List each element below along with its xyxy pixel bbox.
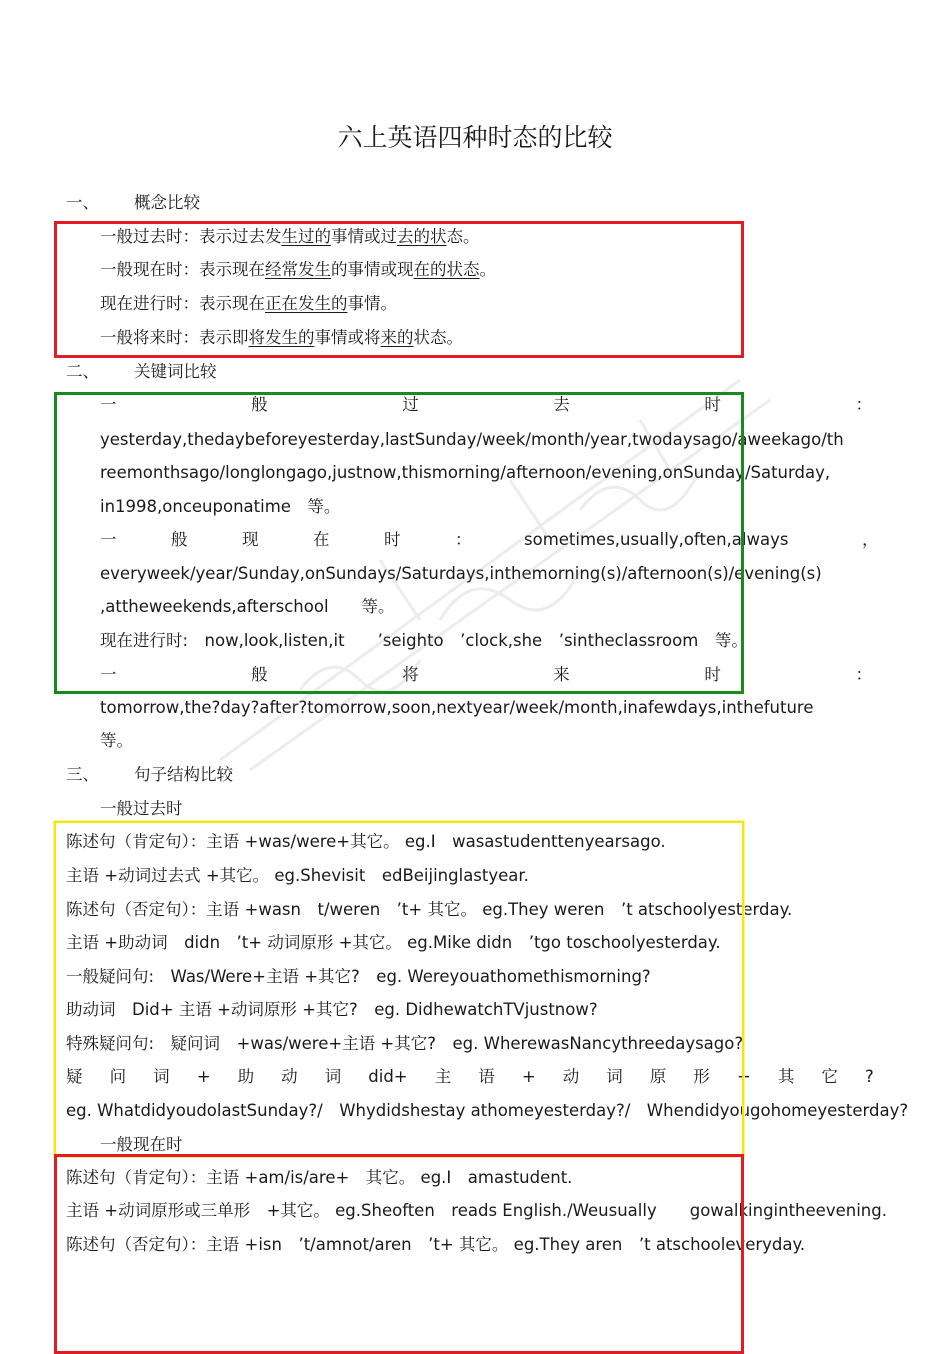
spread-char: 动 (281, 1067, 298, 1086)
spread-char: 形 (693, 1067, 710, 1086)
spread-char: 语 (478, 1067, 495, 1086)
concept-progressive-text: 表示现在 (199, 294, 265, 313)
keyword-past-line: yesterday,thedaybeforeyesterday,lastSunday/week/month/year,twodaysago/aweekago/th (100, 430, 844, 449)
spread-char: ： (855, 395, 872, 414)
spread-char: 词 (324, 1067, 342, 1086)
structure-past-line: 主语 +助动词 didn ’t+ 动词原形 +其它。 eg.Mike didn ’tgo toschoolyesterday. (66, 933, 721, 952)
concept-past-label: 一般过去时： (100, 227, 199, 246)
spread-char: 主 (434, 1067, 452, 1086)
spread-char: 般 (251, 665, 268, 684)
structure-past-line: 助动词 Did+ 主语 +动词原形 +其它? eg. DidhewatchTVjustnow? (66, 1000, 598, 1019)
spread-char: 动 (562, 1067, 580, 1086)
spread-char: 过 (402, 395, 419, 414)
spread-char: 时 (384, 530, 401, 549)
concept-present (100, 258, 496, 282)
spread-char: 一 (100, 530, 117, 549)
keyword-present-words: sometimes,usually,often,always (524, 530, 789, 549)
structure-past-example: eg. WhatdidyoudolastSunday?/ Whydidshestay athomeyesterday?/ Whendidyougohomeyesterday? (66, 1101, 909, 1120)
keyword-present-line: ,attheweekends,afterschool 等。 (100, 597, 395, 616)
spread-char: did+ (368, 1067, 408, 1086)
spread-char: 时 (704, 395, 721, 414)
spread-char: 其 (777, 1067, 795, 1086)
spread-char: 现 (242, 530, 259, 549)
section-2-number: 二、 (66, 362, 99, 381)
structure-past-special-question (66, 1065, 874, 1089)
spread-char: 来 (553, 665, 570, 684)
concept-progressive-underline: 正在发生的 (265, 294, 348, 313)
structure-present-line: 陈述句（肯定句）：主语 +am/is/are+ 其它。 eg.I amastudent. (66, 1168, 573, 1187)
concept-progressive-text: 事情。 (347, 294, 397, 313)
spread-char: ： (455, 530, 472, 549)
spread-char: + (736, 1067, 751, 1086)
spread-char: 助 (237, 1067, 255, 1086)
page-title: 六上英语四种时态的比较 (337, 123, 613, 152)
spread-char: + (521, 1067, 536, 1086)
section-1-number: 一、 (66, 193, 99, 212)
concept-past-text: 事情或过 (331, 227, 397, 246)
concept-future-underline: 将发生的 (248, 328, 315, 347)
watermark-stamp-icon (180, 360, 780, 780)
concept-future-label: 一般将来时： (100, 328, 199, 347)
spread-char: 词 (153, 1067, 170, 1086)
structure-present-line: 陈述句（否定句）：主语 +isn ’t/amnot/aren ’t+ 其它。 eg.They aren ’t atschooleveryday. (66, 1235, 806, 1254)
structure-past-heading: 一般过去时 (100, 799, 183, 818)
concept-progressive-label: 现在进行时： (100, 294, 199, 313)
spread-char: 去 (553, 395, 570, 414)
concept-present-text: 。 (479, 260, 496, 279)
concept-past-text: 表示过去发 (199, 227, 282, 246)
structure-past-line: 陈述句（否定句）：主语 +wasn t/weren ’t+ 其它。 eg.They weren ’t atschoolyesterday. (66, 900, 793, 919)
concept-past-underline: 生过的 (281, 227, 331, 246)
section-3-number: 三、 (66, 765, 99, 784)
spread-char: 一 (100, 665, 117, 684)
spread-char: 将 (402, 665, 419, 684)
keyword-present-line: everyweek/year/Sunday,onSundays/Saturdays,inthemorning(s)/afternoon(s)/evening(s) (100, 564, 822, 583)
concept-past-underline: 去的状 (397, 227, 447, 246)
concept-future-text: 事情或将 (314, 328, 381, 347)
section-3-heading: 句子结构比较 (134, 765, 233, 784)
keyword-past-line: reemonthsago/longlongago,justnow,thismorning/afternoon/evening,onSunday/Saturday, (100, 463, 831, 482)
structure-present-heading: 一般现在时 (100, 1135, 183, 1154)
concept-present-label: 一般现在时： (100, 260, 199, 279)
structure-past-line: 一般疑问句: Was/Were+主语 +其它? eg. Wereyouathomethismorning? (66, 967, 651, 986)
spread-char: 在 (313, 530, 330, 549)
spread-char: ? (864, 1067, 874, 1086)
spread-char: 一 (100, 395, 117, 414)
spread-char: 它 (821, 1067, 838, 1086)
structure-present-line: 主语 +动词原形或三单形 +其它。 eg.Sheoften reads English./Weusually gowalkingintheevening. (66, 1201, 887, 1220)
concept-future (100, 326, 463, 350)
structure-past-line: 陈述句（肯定句）：主语 +was/were+其它。 eg.I wasastudenttenyearsago. (66, 832, 666, 851)
concept-present-text: 表示现在 (199, 260, 265, 279)
section-2-heading: 关键词比较 (134, 362, 217, 381)
spread-char: 词 (606, 1067, 623, 1086)
spread-char: 时 (704, 665, 721, 684)
concept-past (100, 225, 480, 249)
keyword-past-line: in1998,onceuponatime 等。 (100, 497, 341, 516)
section-1-heading: 概念比较 (134, 193, 200, 212)
spread-char: 疑 (66, 1067, 83, 1086)
concept-future-underline: 来的 (380, 328, 414, 347)
concept-present-underline: 在的状态 (413, 260, 480, 279)
concept-future-text: 表示即 (199, 328, 249, 347)
concept-past-text: 态。 (446, 227, 480, 246)
spread-char: 般 (251, 395, 268, 414)
structure-past-line: 主语 +动词过去式 +其它。 eg.Shevisit edBeijinglastyear. (66, 866, 529, 885)
structure-past-line: 特殊疑问句: 疑问词 +was/were+主语 +其它? eg. WherewasNancythreedaysago? (66, 1034, 744, 1053)
spread-char: + (196, 1067, 211, 1086)
concept-present-text: 的事情或现 (331, 260, 414, 279)
keyword-progressive-line: 现在进行时: now,look,listen,it ’seighto ’clock,she ’sintheclassroom 等。 (100, 631, 748, 650)
spread-char: ： (855, 665, 872, 684)
concept-future-text: 状态。 (413, 328, 463, 347)
concept-progressive (100, 292, 397, 316)
concept-present-underline: 经常发生 (265, 260, 331, 279)
spread-char: ， (862, 530, 879, 549)
keyword-future-line: 等。 (100, 731, 133, 750)
spread-char: 原 (649, 1067, 667, 1086)
spread-char: 般 (171, 530, 188, 549)
keyword-future-line: tomorrow,the?day?after?tomorrow,soon,nextyear/week/month,inafewdays,inthefuture (100, 698, 814, 717)
spread-char: 问 (109, 1067, 127, 1086)
